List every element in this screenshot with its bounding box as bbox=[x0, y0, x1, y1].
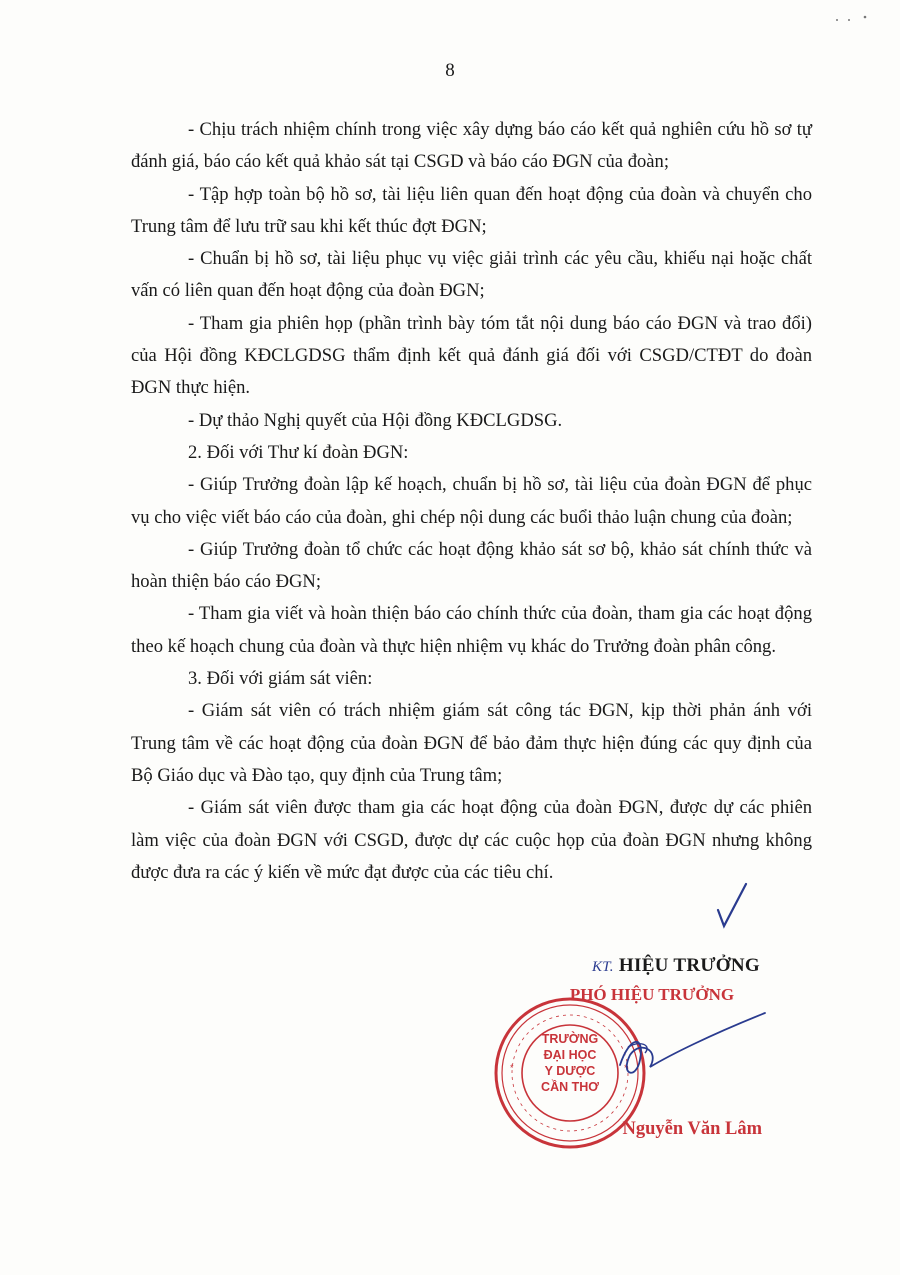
seal-line: ĐẠI HỌC bbox=[543, 1048, 597, 1062]
svg-text:*: * bbox=[510, 1063, 514, 1073]
seal-line: Y DƯỢC bbox=[544, 1064, 596, 1078]
section-heading: 3. Đối với giám sát viên: bbox=[188, 668, 373, 690]
seal-line: TRƯỜNG bbox=[541, 1032, 599, 1046]
seal-text bbox=[530, 1031, 610, 1095]
paragraph: - Giám sát viên được tham gia các hoạt động của đoàn ĐGN, được dự các phiên làm việc của đoàn ĐGN với CSGD, được dự các cuộc họp của đoàn ĐGN nhưng không được đưa ra các ý kiến về mức đạt được của các tiêu chí. bbox=[131, 797, 812, 883]
page-number: 8 bbox=[445, 60, 455, 81]
svg-text:*: * bbox=[624, 1063, 628, 1073]
handwritten-signature bbox=[600, 995, 770, 1105]
seal-line: CẦN THƠ bbox=[541, 1080, 599, 1094]
signatory-prefix: KT. bbox=[591, 959, 614, 975]
section-heading: 2. Đối với Thư kí đoàn ĐGN: bbox=[188, 441, 409, 463]
signatory-subtitle: PHÓ HIỆU TRƯỞNG bbox=[569, 985, 735, 1004]
paragraph: - Tham gia phiên họp (phần trình bày tóm tắt nội dung báo cáo ĐGN và trao đổi) của Hội đồng KĐCLGDSG thẩm định kết quả đánh giá đối với CSGD/CTĐT do đoàn ĐGN thực hiện. bbox=[131, 312, 812, 399]
paragraph: - Chịu trách nhiệm chính trong việc xây dựng báo cáo kết quả nghiên cứu hồ sơ tự đánh giá, báo cáo kết quả khảo sát tại CSGD và báo cáo ĐGN của đoàn; bbox=[131, 119, 812, 173]
initial-checkmark bbox=[712, 880, 752, 930]
paragraph: - Tập hợp toàn bộ hồ sơ, tài liệu liên quan đến hoạt động của đoàn và chuyển cho Trung tâm để lưu trữ sau khi kết thúc đợt ĐGN; bbox=[131, 183, 812, 237]
signatory-position: HIỆU TRƯỞNG bbox=[618, 955, 760, 976]
paragraph: - Giúp Trưởng đoàn lập kế hoạch, chuẩn bị hồ sơ, tài liệu của đoàn ĐGN để phục vụ cho việc viết báo cáo của đoàn, ghi chép nội dung các buổi thảo luận chung của đoàn; bbox=[131, 474, 812, 528]
signatory-title bbox=[490, 955, 760, 977]
paragraph: - Giúp Trưởng đoàn tổ chức các hoạt động khảo sát sơ bộ, khảo sát chính thức và hoàn thiện báo cáo ĐGN; bbox=[131, 538, 812, 593]
signature-block bbox=[490, 955, 810, 1155]
paragraph: - Tham gia viết và hoàn thiện báo cáo chính thức của đoàn, tham gia các hoạt động theo kế hoạch chung của đoàn và thực hiện nhiệm vụ khác do Trưởng đoàn phân công. bbox=[131, 603, 812, 657]
body-text bbox=[131, 114, 812, 889]
scan-artifact bbox=[815, 8, 875, 28]
paragraph: - Dự thảo Nghị quyết của Hội đồng KĐCLGDSG. bbox=[188, 409, 563, 431]
signatory-name: Nguyễn Văn Lâm bbox=[622, 1119, 762, 1139]
paragraph: - Chuẩn bị hồ sơ, tài liệu phục vụ việc giải trình các yêu cầu, khiếu nại hoặc chất vấn có liên quan đến hoạt động của đoàn ĐGN; bbox=[131, 248, 812, 302]
paragraph: - Giám sát viên có trách nhiệm giám sát công tác ĐGN, kịp thời phản ánh với Trung tâm về các hoạt động của đoàn ĐGN để bảo đảm thực hiện đúng các quy định của Bộ Giáo dục và Đào tạo, quy định của Trung tâm; bbox=[131, 700, 812, 786]
